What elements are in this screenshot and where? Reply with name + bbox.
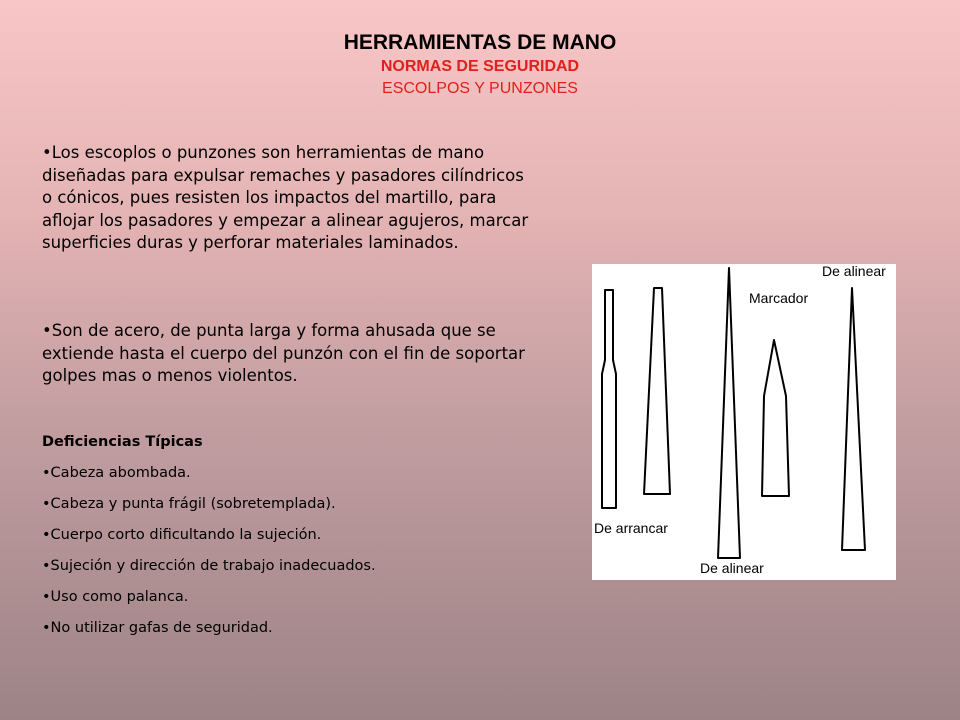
page-subtitle: NORMAS DE SEGURIDAD: [380, 58, 580, 75]
deficiencies-heading: Deficiencias Típicas: [42, 434, 203, 450]
page-title: HERRAMIENTAS DE MANO: [343, 31, 617, 54]
list-item: •Uso como palanca.: [42, 589, 189, 605]
label-de-arrancar: De arrancar: [594, 520, 668, 536]
paragraph-material: •Son de acero, de punta larga y forma ahusada que se extiende hasta el cuerpo del punzón con el fin de soportar golpes mas o menos violentos.: [42, 321, 525, 385]
punch-de-alinear-right: [842, 288, 865, 550]
list-item: •Cabeza abombada.: [42, 465, 191, 481]
page-section-title: ESCOLPOS Y PUNZONES: [382, 80, 578, 97]
label-marcador: Marcador: [749, 290, 809, 306]
list-item: •No utilizar gafas de seguridad.: [42, 620, 273, 636]
punch-illustration: [592, 264, 896, 580]
punch-de-arrancar: [602, 290, 616, 508]
list-item: •Cabeza y punta frágil (sobretemplada).: [42, 496, 336, 512]
label-de-alinear-bottom: De alinear: [700, 560, 764, 576]
label-de-alinear-top: De alinear: [822, 263, 886, 279]
punch-tapered: [644, 288, 670, 494]
punch-de-alinear-long: [718, 268, 740, 558]
paragraph-description: •Los escoplos o punzones son herramientas de mano diseñadas para expulsar remaches y pasadores cilíndricos o cónicos, pues resisten los impactos del martillo, para aflojar los pasadores y empezar a alinear agujeros, marcar superficies duras y perforar materiales laminados.: [42, 143, 529, 252]
punch-marcador: [762, 340, 789, 496]
title-block: [0, 30, 960, 100]
list-item: •Sujeción y dirección de trabajo inadecuados.: [42, 558, 376, 574]
deficiencies-list: [42, 432, 542, 649]
list-item: •Cuerpo corto dificultando la sujeción.: [42, 527, 322, 543]
